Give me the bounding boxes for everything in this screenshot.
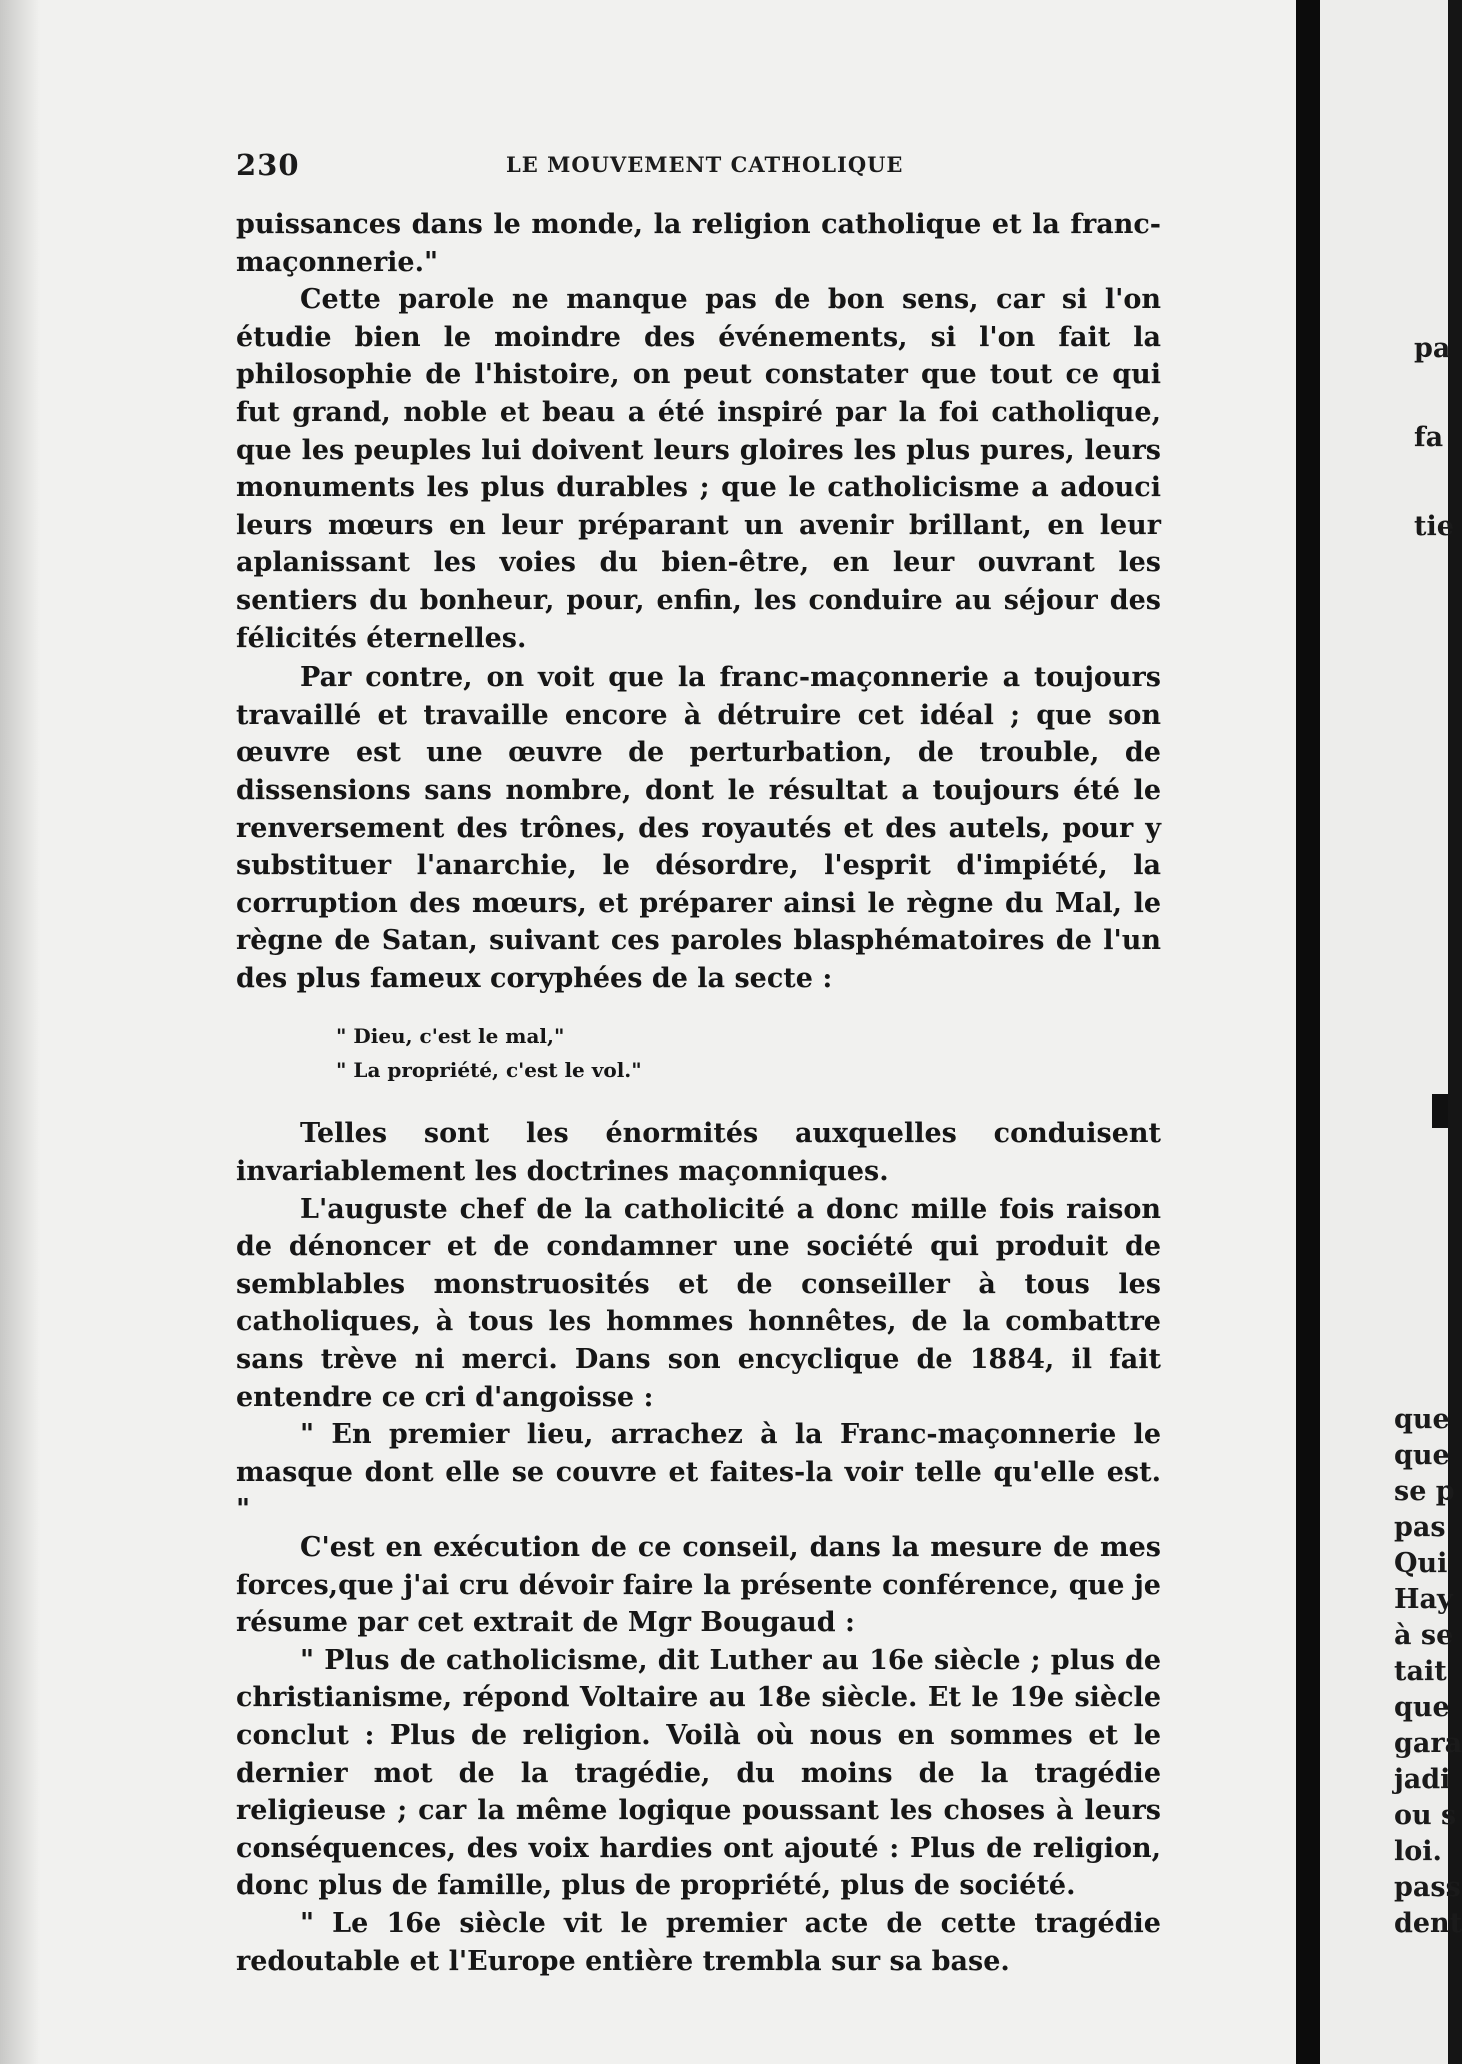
fragment-line: ou s (1394, 1800, 1457, 1831)
adjacent-page-mark (1432, 1094, 1448, 1128)
paragraph-6: " En premier lieu, arrachez à la Franc-maçonnerie le masque dont elle se couvre et faites-la voir telle qu'elle est. " (236, 1419, 1161, 1526)
paragraph-5: L'auguste chef de la catholicité a donc mille fois raison de dénoncer et de condamner une société qui produit de semblables monstruosités et de conseiller à tous les catholiques, à tous les hommes honnêtes, de la combattre sans trève ni merci. Dans son encyclique de 1884, il fait entendre ce cri d'angoisse : (236, 1193, 1161, 1413)
adjacent-page-top-text (1414, 304, 1454, 571)
page-number: 230 (236, 148, 300, 182)
fragment-line: à se (1394, 1620, 1454, 1651)
fragment-line: pass (1394, 1872, 1461, 1903)
paragraph-7: C'est en exécution de ce conseil, dans la mesure de mes forces,que j'ai cru dévoir faire la présente conférence, que je résume par cet extrait de Mgr Bougaud : (236, 1532, 1161, 1639)
adjacent-page-bottom-text (1394, 1402, 1462, 1942)
paragraph-1: puissances dans le monde, la religion catholique et la franc-maçonnerie." (236, 209, 1161, 278)
paragraph-3: Par contre, on voit que la franc-maçonnerie a toujours travaillé et travaille encore à détruire cet idéal ; que son œuvre est une œuvre de perturbation, de trouble, de dissensions sans nombre, dont le résultat a toujours été le renversement des trônes, des royautés et des autels, pour y substituer l'anarchie, le désordre, l'esprit d'impiété, la corruption des mœurs, et préparer ainsi le règne du Mal, le règne de Satan, suivant ces paroles blasphématoires de l'un des plus fameux coryphées de la secte : (236, 662, 1161, 994)
fragment-line: dent (1394, 1908, 1462, 1939)
adjacent-page-fragment (1320, 0, 1462, 2064)
paragraph-8: " Plus de catholicisme, dit Luther au 16e siècle ; plus de christianisme, répond Voltaire au 18e siècle. Et le 19e siècle conclut : Plus de religion. Voilà où nous en sommes et le dernier mot de la tragédie, du moins de la tragédie religieuse ; car la même logique poussant les choses à leurs conséquences, des voix hardies ont ajouté : Plus de religion, donc plus de famille, plus de propriété, plus de société. (236, 1644, 1161, 1902)
fragment-line: gara (1394, 1728, 1462, 1759)
fragment-line: pa (1414, 333, 1451, 364)
paragraph-2: Cette parole ne manque pas de bon sens, car si l'on étudie bien le moindre des événements, si l'on fait la philosophie de l'histoire, on peut constater que tout ce qui fut grand, noble et beau a été inspiré par la foi catholique, que les peuples lui doivent leurs gloires les plus pures, leurs monuments les plus durables ; que le catholicisme a adouci leurs mœurs en leur préparant un avenir brillant, en leur aplanissant les voies du bien-être, en leur ouvrant les sentiers du bonheur, pour, enfin, les conduire au séjour des félicités éternelles. (236, 284, 1161, 654)
fragment-line: loi. (1394, 1836, 1442, 1867)
page-header (236, 148, 1161, 188)
page-body (236, 206, 1161, 1980)
fragment-line: que (1394, 1692, 1450, 1723)
paragraph-4: Telles sont les énormités auxquelles conduisent invariablement les doctrines maçonniques. (236, 1118, 1161, 1188)
fragment-line: tait (1394, 1656, 1447, 1687)
running-title: LE MOUVEMENT CATHOLIQUE (506, 152, 904, 177)
quotation-block (336, 1019, 1161, 1087)
fragment-line: tie (1414, 511, 1454, 542)
fragment-line: jadi (1394, 1764, 1451, 1795)
fragment-line: se p (1394, 1476, 1455, 1507)
fragment-line: que (1394, 1440, 1450, 1471)
quote-line-2: " La propriété, c'est le vol." (336, 1058, 642, 1083)
fragment-line: fa (1414, 422, 1444, 453)
fragment-line: pas (1394, 1512, 1446, 1543)
fragment-line: Hay (1394, 1584, 1453, 1615)
quote-line-1: " Dieu, c'est le mal," (336, 1024, 565, 1049)
fragment-line: Qui (1394, 1548, 1448, 1579)
fragment-line: que (1394, 1404, 1450, 1435)
paragraph-9: " Le 16e siècle vit le premier acte de cette tragédie redoutable et l'Europe entière trembla sur sa base. (236, 1907, 1161, 1977)
